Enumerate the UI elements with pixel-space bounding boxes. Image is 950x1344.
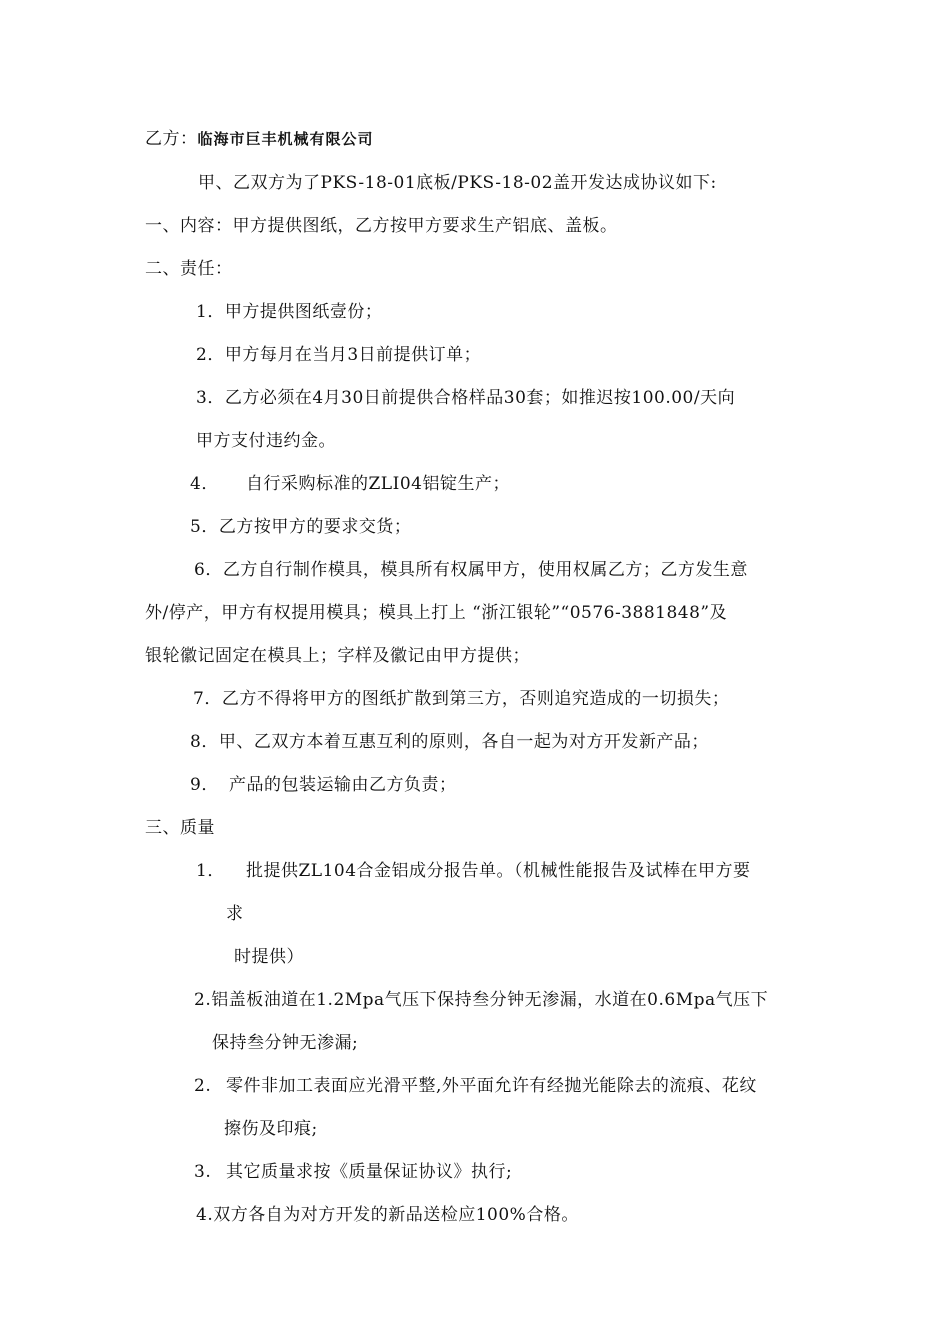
section-content: 一、内容：甲方提供图纸，乙方按甲方要求生产铝底、盖板。 [145, 216, 618, 236]
responsibility-item-8: 8．甲、乙双方本着互惠互利的原则，各自一起为对方开发新产品； [190, 732, 709, 752]
intro-paragraph: 甲、乙双方为了PKS-18-01底板/PKS-18-02盖开发达成协议如下: [198, 173, 717, 193]
responsibility-item-4-number: 4． [190, 474, 219, 494]
responsibility-item-9-number: 9． [190, 775, 219, 795]
responsibility-item-6-cont-2: 银轮徽记固定在模具上；字样及徽记由甲方提供； [145, 646, 530, 666]
party-b-label: 乙方： [145, 129, 198, 149]
responsibility-item-1: 1．甲方提供图纸壹份； [196, 302, 383, 322]
responsibility-item-9: 产品的包装运输由乙方负责； [229, 775, 457, 795]
quality-item-2b-number: 2. [194, 1076, 212, 1096]
party-b-name: 临海市巨丰机械有限公司 [197, 130, 374, 148]
responsibility-item-4: 自行采购标准的ZLI04铝锭生产； [246, 474, 510, 494]
responsibility-item-3: 3．乙方必须在4月30日前提供合格样品30套；如推迟按100.00/天向 [196, 388, 736, 408]
responsibility-item-5: 5．乙方按甲方的要求交货； [190, 517, 412, 537]
section-quality-heading: 三、质量 [145, 818, 215, 838]
quality-item-2b: 零件非加工表面应光滑平整,外平面允许有经抛光能除去的流痕、花纹 [226, 1076, 757, 1096]
quality-item-2a: 2.铝盖板油道在1.2Mpa气压下保持叁分钟无渗漏，水道在0.6Mpa气压下 [194, 990, 769, 1010]
quality-item-3: 其它质量求按《质量保证协议》执行; [226, 1162, 513, 1182]
quality-item-2a-cont: 保持叁分钟无渗漏; [212, 1033, 359, 1053]
section-responsibility-heading: 二、责任： [145, 259, 233, 279]
quality-item-4: 4.双方各自为对方开发的新品送检应100%合格。 [196, 1205, 579, 1225]
party-b-line [145, 128, 374, 150]
quality-item-1-number: 1． [196, 861, 225, 881]
quality-item-1-cont-1: 求 [226, 904, 244, 924]
quality-item-1: 批提供ZL104合金铝成分报告单。（机械性能报告及试棒在甲方要 [246, 861, 751, 881]
quality-item-1-cont-2: 时提供） [234, 947, 304, 967]
responsibility-item-2: 2．甲方每月在当月3日前提供订单； [196, 345, 482, 365]
responsibility-item-6: 6．乙方自行制作模具，模具所有权属甲方，使用权属乙方；乙方发生意 [194, 560, 748, 580]
quality-item-3-number: 3. [194, 1162, 212, 1182]
responsibility-item-6-cont-1: 外/停产，甲方有权提用模具；模具上打上 “浙江银轮”“0576-3881848”及 [145, 603, 728, 623]
quality-item-2b-cont: 擦伤及印痕; [224, 1119, 318, 1139]
responsibility-item-7: 7．乙方不得将甲方的图纸扩散到第三方，否则追究造成的一切损失； [193, 689, 730, 709]
responsibility-item-3-cont: 甲方支付违约金。 [196, 431, 336, 451]
